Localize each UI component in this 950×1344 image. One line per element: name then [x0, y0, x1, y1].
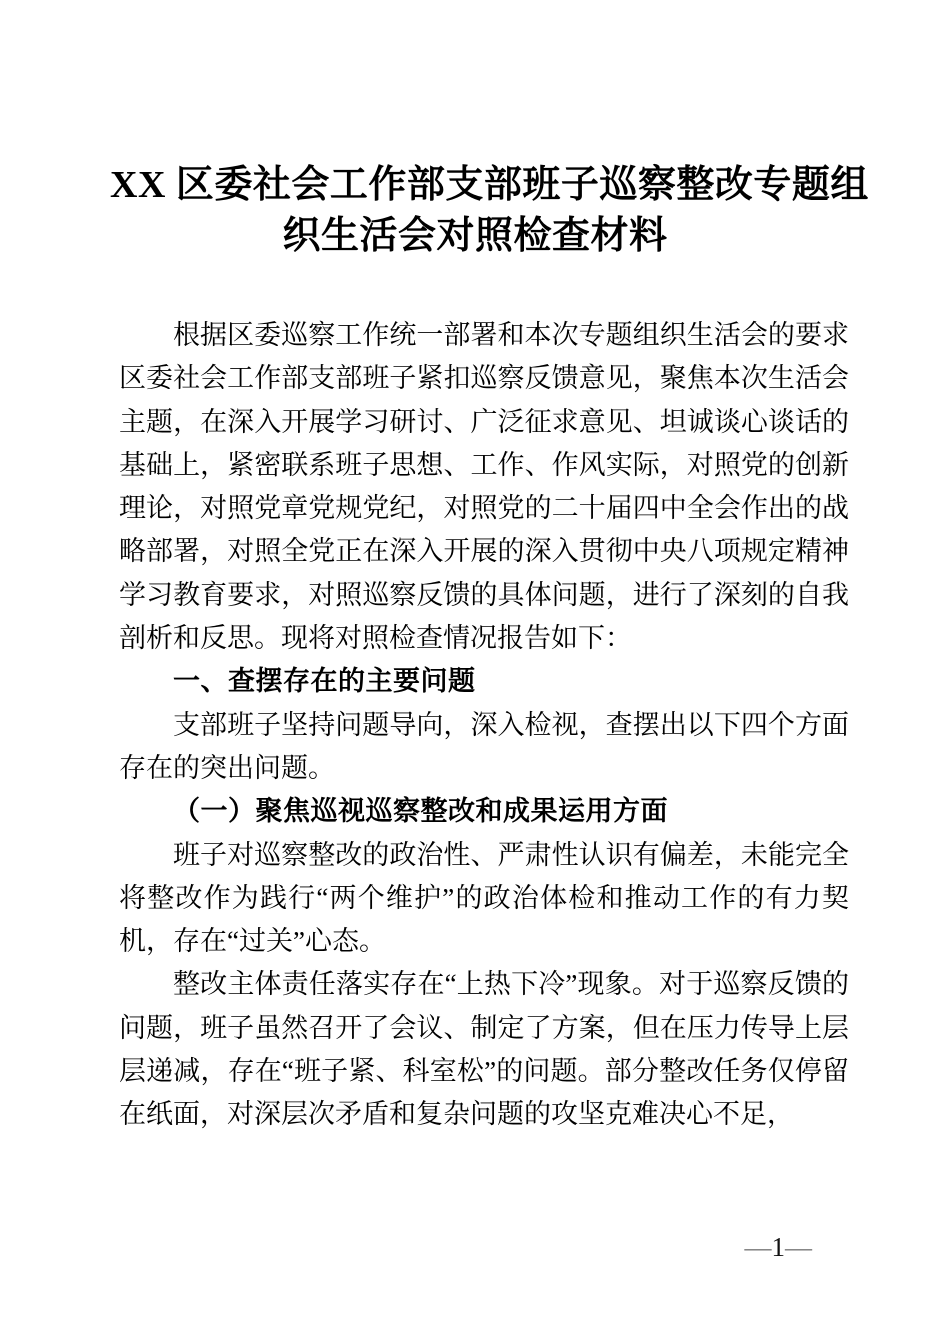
- paragraph: 根据区委巡察工作统一部署和本次专题组织生活会的要求区委社会工作部支部班子紧扣巡察反馈意见，聚焦本次生活会主题，在深入开展学习研讨、广泛征求意见、坦诚谈心谈话的基础上，紧密联系班子思想、工作、作风实际，对照党的创新理论，对照党章党规党纪，对照党的二十届四中全会作出的战略部署，对照全党正在深入开展的深入贯彻中央八项规定精神学习教育要求，对照巡察反馈的具体问题，进行了深刻的自我剖析和反思。现将对照检查情况报告如下：: [119, 320, 849, 654]
- page-number-dash-left: —: [744, 1232, 772, 1262]
- document-title-line-2: 织生活会对照检查材料: [282, 215, 668, 257]
- paragraph: 支部班子坚持问题导向，深入检视，查摆出以下四个方面存在的突出问题。: [119, 709, 849, 783]
- paragraph-container: [119, 314, 849, 1137]
- section-heading: （一）聚焦巡视巡察整改和成果运用方面: [173, 796, 668, 827]
- page-number-value: 1: [771, 1232, 785, 1262]
- document-title: [110, 160, 869, 262]
- paragraph: 班子对巡察整改的政治性、严肃性认识有偏差，未能完全将整改作为践行“两个维护”的政治体检和推动工作的有力契机，存在“过关”心态。: [119, 839, 849, 957]
- section-heading: 一、查摆存在的主要问题: [173, 666, 476, 697]
- paragraph: 整改主体责任落实存在“上热下冷”现象。对于巡察反馈的问题，班子虽然召开了会议、制定了方案，但在压力传导上层层递减，存在“班子紧、科室松”的问题。部分整改任务仅停留在纸面，对深层次矛盾和复杂问题的攻坚克难决心不足，: [119, 969, 849, 1130]
- page-number: [745, 1232, 813, 1262]
- page-number-dash-right: —: [785, 1232, 812, 1262]
- document-title-line-1: XX 区委社会工作部支部班子巡察整改专题组: [110, 164, 869, 206]
